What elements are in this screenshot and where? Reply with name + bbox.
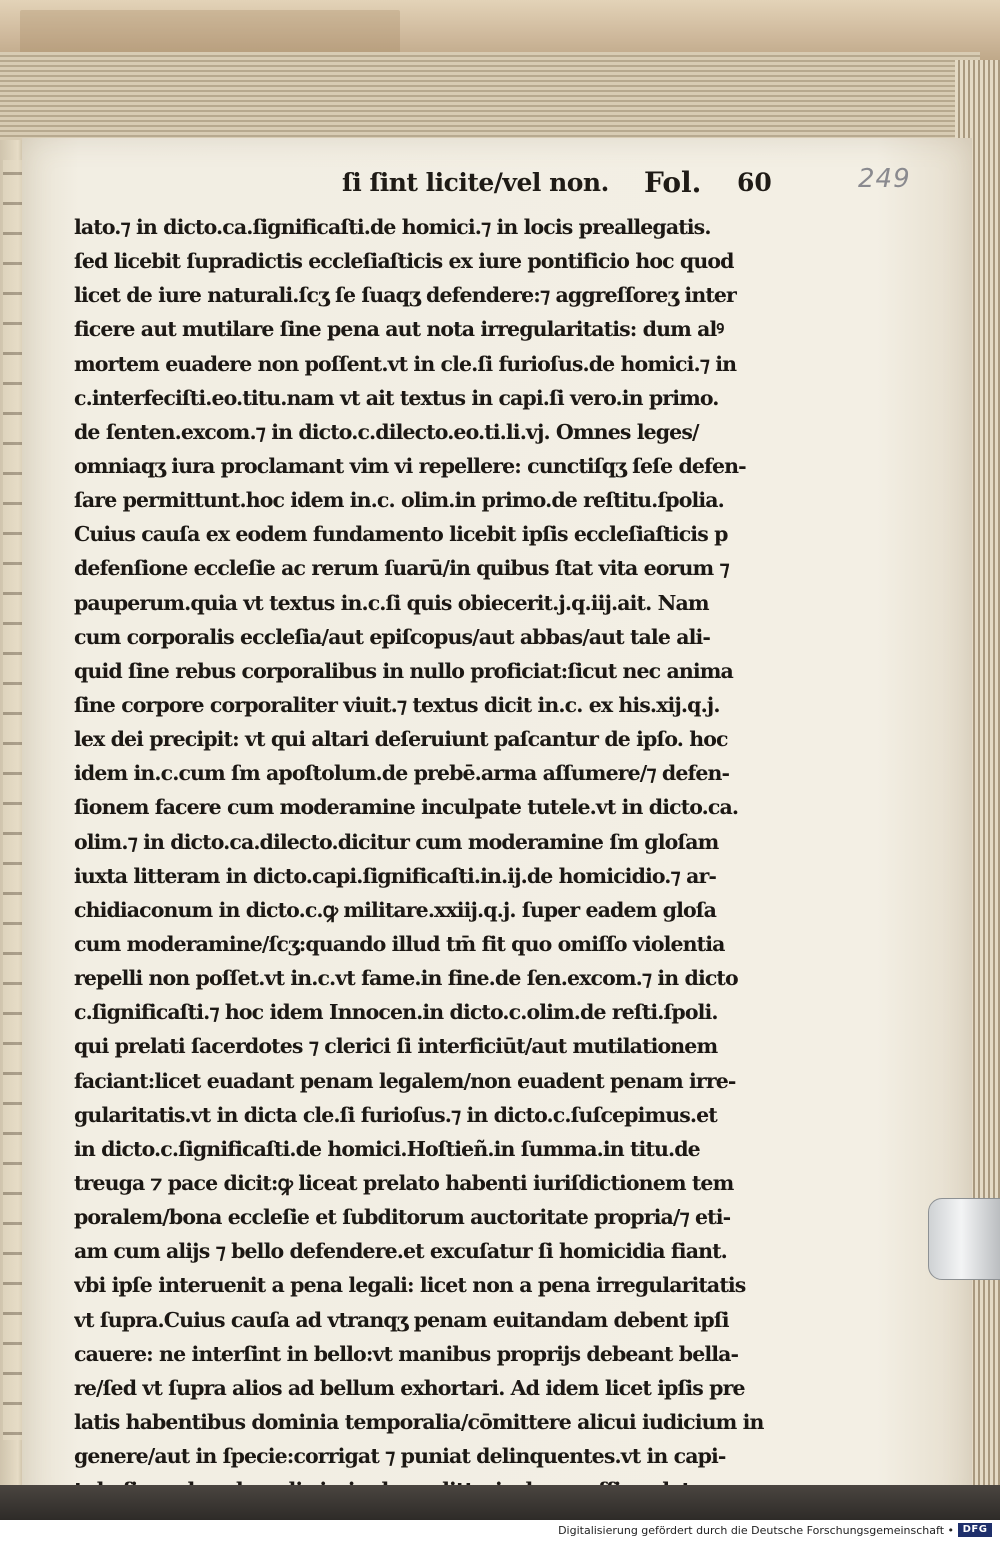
text-line: am cum alijs ⁊ bello defendere.et excuſatur ſi homicidia fiant. bbox=[74, 1239, 727, 1264]
text-line: idem in.c.cum ſm apoſtolum.de prebē.arma aſſumere/⁊ defen- bbox=[74, 761, 730, 786]
text-line: quid ſine rebus corporalibus in nullo proficiat:ſicut nec anima bbox=[74, 658, 733, 683]
footer-credit: Digitalisierung gefördert durch die Deutsche Forschungsgemeinschaft • bbox=[558, 1524, 954, 1537]
text-line: cum moderamine/ſcʒ:quando illud tm̄ fit quo omiſſo violentia bbox=[74, 931, 725, 956]
text-line: lato.⁊ in dicto.ca.ſignificaſti.de homici.⁊ in locis preallegatis. bbox=[74, 215, 711, 239]
text-line: ſionem facere cum moderamine inculpate tutele.vt in dicto.ca. bbox=[74, 795, 739, 820]
text-line: vbi ipſe interuenit a pena legali: licet non a pena irregularitatis bbox=[74, 1273, 746, 1298]
text-line: olim.⁊ in dicto.ca.dilecto.dicitur cum moderamine ſm gloſam bbox=[74, 829, 719, 854]
footer-bar bbox=[0, 1520, 1000, 1541]
running-head: ſi ſint licite/vel non. bbox=[342, 168, 609, 197]
page-stack-top bbox=[0, 52, 980, 142]
text-line: qui prelati ſacerdotes ⁊ clerici ſi interficiūt/aut mutilationem bbox=[74, 1034, 718, 1059]
text-line: in dicto.c.ſignificaſti.de homici.Hoſtieñ.in ſumma.in titu.de bbox=[74, 1136, 700, 1161]
text-line: cauere: ne interſint in bello:vt manibus proprijs debeant bella- bbox=[74, 1341, 739, 1366]
text-line: latis habentibus dominia temporalia/cōmittere alicui iudicium in bbox=[74, 1409, 764, 1434]
text-line: lex dei precipit: vt qui altari deſeruiunt paſcantur de ipſo. hoc bbox=[74, 727, 728, 752]
text-line: poralem/bona eccleſie et ſubditorum auctoritate propria/⁊ eti- bbox=[74, 1205, 731, 1230]
text-line: treuga ⁊ pace dicit:ꝙ liceat prelato habenti iuriſdictionem tem bbox=[74, 1170, 734, 1195]
text-line: c.interfeciſti.eo.titu.nam vt ait textus in capi.ſi vero.in primo. bbox=[74, 385, 719, 410]
top-edge-mark bbox=[20, 10, 400, 54]
book-page bbox=[22, 138, 972, 1513]
text-line: cum corporalis eccleſia/aut epiſcopus/aut abbas/aut tale ali- bbox=[74, 624, 710, 649]
text-line: gularitatis.vt in dicta cle.ſi furioſus.⁊ in dicto.c.ſuſcepimus.et bbox=[74, 1102, 717, 1127]
text-line: repelli non poſſet.vt in.c.vt fame.in fine.de ſen.excom.⁊ in dicto bbox=[74, 966, 738, 991]
scan-bottom-edge bbox=[0, 1485, 1000, 1520]
text-line: ſed licebit ſupradictis eccleſiaſticis ex iure pontificio hoc quod bbox=[74, 249, 734, 274]
folio-number: 60 bbox=[737, 168, 772, 197]
text-line: Cuius cauſa ex eodem fundamento licebit ipſis eccleſiaſticis p bbox=[74, 522, 728, 547]
text-line: vt ſupra.Cuius cauſa ad vtranqʒ penam euitandam debent ipſi bbox=[74, 1307, 729, 1332]
text-line: ſine corpore corporaliter viuit.⁊ textus dicit in.c. ex his.xij.q.j. bbox=[74, 692, 720, 717]
text-line: licet de iure naturali.ſcʒ ſe ſuaqʒ defendere:⁊ aggreſſoreʒ inter bbox=[74, 283, 736, 308]
page-clip bbox=[928, 1198, 1000, 1280]
text-line: iuxta litteram in dicto.capi.ſignificaſti.in.ij.de homicidio.⁊ ar- bbox=[74, 863, 716, 888]
page-header bbox=[22, 164, 972, 208]
text-line: mortem euadere non poſſent.vt in cle.ſi furioſus.de homici.⁊ in bbox=[74, 351, 737, 376]
text-line: faciant:licet euadant penam legalem/non euadent penam irre- bbox=[74, 1068, 736, 1093]
text-line: ſare permittunt.hoc idem in.c. olim.in primo.de reſtitu.ſpolia. bbox=[74, 488, 724, 513]
text-line: pauperum.quia vt textus in.c.ſi quis obiecerit.j.q.iij.ait. Nam bbox=[74, 590, 709, 615]
text-block bbox=[74, 210, 844, 1507]
text-line: defenſione eccleſie ac rerum ſuarū/in quibus ſtat vita eorum ⁊ bbox=[74, 556, 729, 581]
text-line: omniaqʒ iura proclamant vim vi repellere: cunctiſqʒ ſeſe defen- bbox=[74, 453, 746, 478]
text-line: re/ſed vt ſupra alios ad bellum exhortari. Ad idem licet ipſis pre bbox=[74, 1375, 745, 1400]
pencil-foliation: 249 bbox=[858, 164, 911, 194]
text-line: ficere aut mutilare ſine pena aut nota irregularitatis: dum alꝰ bbox=[74, 317, 724, 342]
folio-label: Fol. bbox=[644, 166, 702, 199]
text-line: chidiaconum in dicto.c.ꝙ militare.xxiij.q.j. ſuper eadem gloſa bbox=[74, 897, 717, 922]
text-line: c.ſignificaſti.⁊ hoc idem Innocen.in dicto.c.olim.de reſti.ſpoli. bbox=[74, 1000, 718, 1025]
text-line: de ſenten.excom.⁊ in dicto.c.dilecto.eo.ti.li.vj. Omnes leges/ bbox=[74, 419, 699, 444]
dfg-logo: DFG bbox=[958, 1523, 992, 1537]
text-line: genere/aut in ſpecie:corrigat ⁊ puniat delinquentes.vt in capi- bbox=[74, 1444, 726, 1469]
